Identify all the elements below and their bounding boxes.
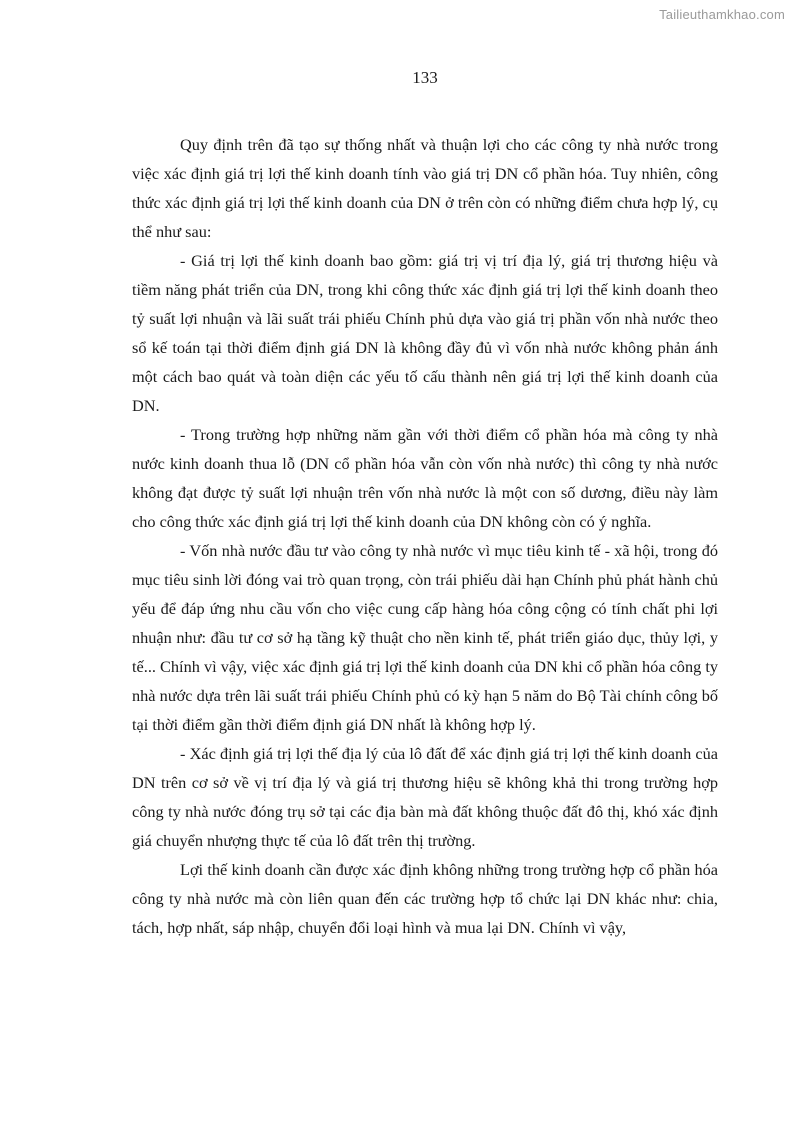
paragraph-bullet-4: - Xác định giá trị lợi thế địa lý của lô đất để xác định giá trị lợi thế kinh doanh của DN trên cơ sở về vị trí địa lý và giá trị thương hiệu sẽ không khả thi trong trường hợp công ty nhà nước đóng trụ sở tại các địa bàn mà đất không thuộc đất đô thị, khó xác định giá chuyển nhượng thực tế của lô đất trên thị trường. [132,744,718,850]
paragraph-bullet-1: - Giá trị lợi thế kinh doanh bao gồm: giá trị vị trí địa lý, giá trị thương hiệu và tiềm năng phát triển của DN, trong khi công thức xác định giá trị lợi thế kinh doanh theo tỷ suất lợi nhuận và lãi suất trái phiếu Chính phủ dựa vào giá trị phần vốn nhà nước theo sổ kế toán tại thời điểm định giá DN là không đầy đủ vì vốn nhà nước không phản ánh một cách bao quát và toàn diện các yếu tố cấu thành nên giá trị lợi thế kinh doanh của DN. [132,251,718,415]
paragraph-conclusion: Lợi thế kinh doanh cần được xác định không những trong trường hợp cổ phần hóa công ty nhà nước mà còn liên quan đến các trường hợp tổ chức lại DN khác như: chia, tách, hợp nhất, sáp nhập, chuyển đổi loại hình và mua lại DN. Chính vì vậy, [132,860,718,937]
document-body [132,130,718,942]
watermark-text: Tailieuthamkhao.com [659,7,785,22]
paragraph-bullet-3: - Vốn nhà nước đầu tư vào công ty nhà nước vì mục tiêu kinh tế - xã hội, trong đó mục tiêu sinh lời đóng vai trò quan trọng, còn trái phiếu dài hạn Chính phủ phát hành chủ yếu để đáp ứng nhu cầu vốn cho việc cung cấp hàng hóa công cộng có tính chất phi lợi nhuận như: đầu tư cơ sở hạ tầng kỹ thuật cho nền kinh tế, phát triển giáo dục, thủy lợi, y tế... Chính vì vậy, việc xác định giá trị lợi thế kinh doanh của DN khi cổ phần hóa công ty nhà nước dựa trên lãi suất trái phiếu Chính phủ có kỳ hạn 5 năm do Bộ Tài chính công bố tại thời điểm gần thời điểm định giá DN nhất là không hợp lý. [132,541,718,734]
paragraph-bullet-2: - Trong trường hợp những năm gần với thời điểm cổ phần hóa mà công ty nhà nước kinh doanh thua lỗ (DN cổ phần hóa vẫn còn vốn nhà nước) thì công ty nhà nước không đạt được tỷ suất lợi nhuận trên vốn nhà nước là một con số dương, điều này làm cho công thức xác định giá trị lợi thế kinh doanh của DN không còn có ý nghĩa. [132,425,718,531]
paragraph-intro: Quy định trên đã tạo sự thống nhất và thuận lợi cho các công ty nhà nước trong việc xác định giá trị lợi thế kinh doanh tính vào giá trị DN cổ phần hóa. Tuy nhiên, công thức xác định giá trị lợi thế kinh doanh của DN ở trên còn có những điểm chưa hợp lý, cụ thể như sau: [132,135,718,241]
page-number: 133 [412,68,438,87]
